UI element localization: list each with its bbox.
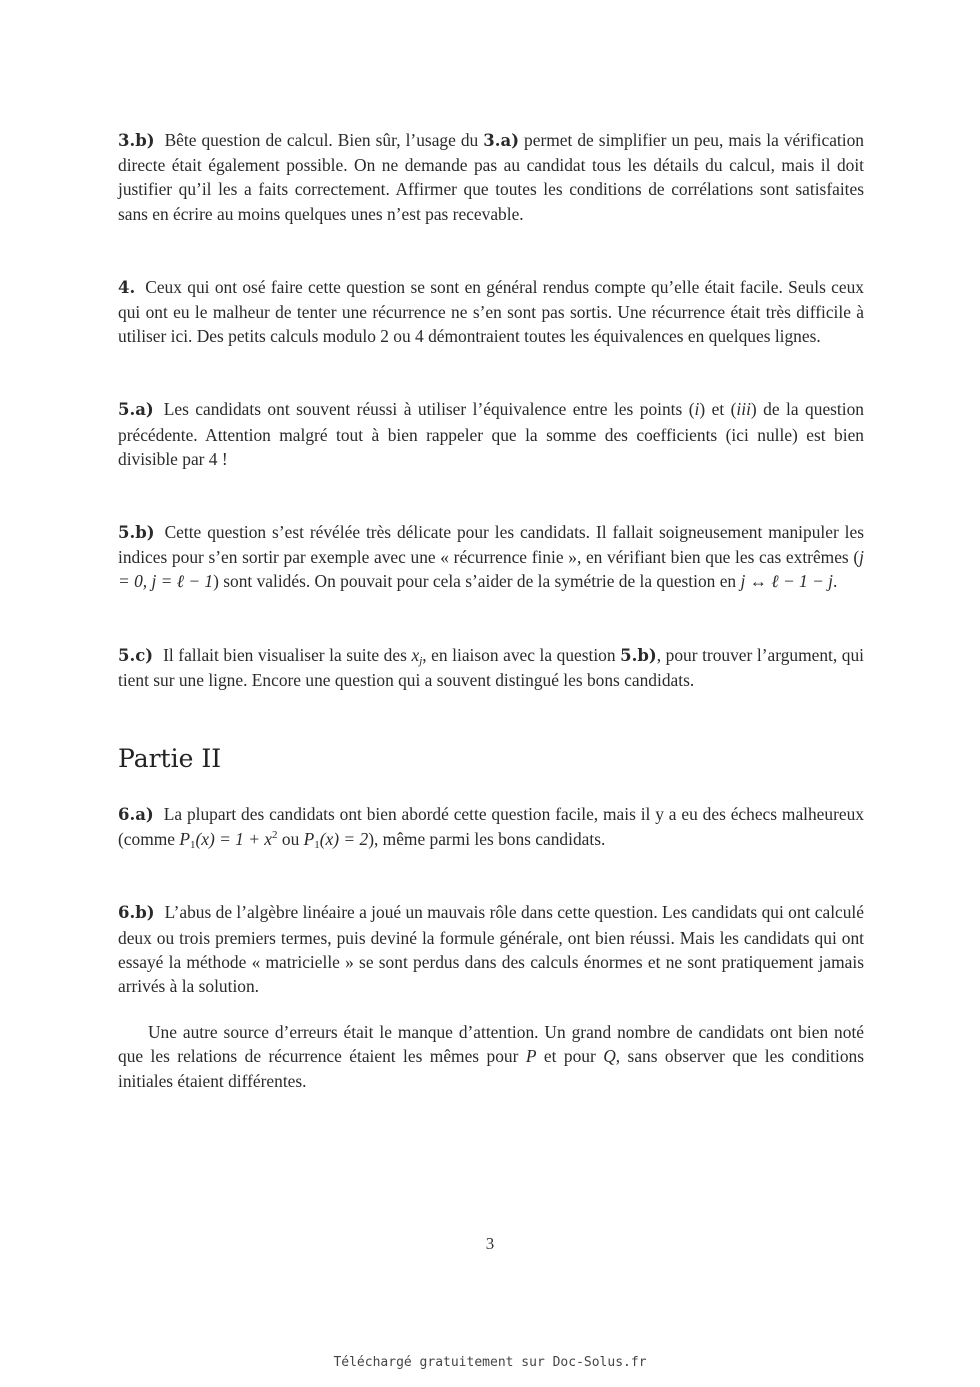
paragraph-3b: 3.b) Bête question de calcul. Bien sûr, l’usage du 3.a) permet de simplifier un peu, mais la vérification directe était également possible. On ne demande pas au candidat tous les détails du calcul, mais il doit justifier qu’il les a faits correctement. Affirmer que toutes les conditions de corrélations sont satisfaites sans en écrire au moins quelques unes n’est pas recevable.: [118, 130, 864, 224]
question-label: 3.b): [118, 131, 155, 150]
section-title: Partie II: [118, 744, 222, 774]
paragraph-5a: 5.a) Les candidats ont souvent réussi à utiliser l’équivalence entre les points (i) et (iii) de la question précédente. Attention malgré tout à bien rappeler que la somme des coefficients (ici nulle) est bien divisible par 4 !: [118, 399, 864, 469]
paragraph-6b-continued: Une autre source d’erreurs était le manque d’attention. Un grand nombre de candidats ont bien noté que les relations de récurrence étaient les mêmes pour P et pour Q, sans observer que les conditions initiales étaient différentes.: [118, 1022, 865, 1091]
question-label: 5.a): [118, 400, 154, 420]
page-number: 3: [485, 1234, 495, 1253]
question-label: 6.a): [118, 805, 154, 825]
question-label: 5.b): [118, 523, 155, 543]
paragraph-5c: 5.c) Il fallait bien visualiser la suite des $x_j$, en liaison avec la question 5.b), pour trouver l’argument, qui tient sur une ligne. Encore une question qui a souvent distingué les bons candidats.: [118, 644, 865, 690]
paragraph-6a: 6.a) La plupart des candidats ont bien abordé cette question facile, mais il y a eu des échecs malheureux (comme $P_1(x) = 1 + x^2$ ou $P_1(x) = 2$), même parmi les bons candidats.: [118, 804, 864, 852]
question-label: 5.c): [118, 645, 154, 665]
question-reference: 5.b): [620, 645, 657, 665]
paragraph-6b: 6.b) L’abus de l’algèbre linéaire a joué un mauvais rôle dans cette question. Les candidats qui ont calculé deux ou trois premiers termes, puis deviné la formule générale, ont bien réussi. Mais les candidats qui ont essayé la méthode « matricielle » se sont perdus dans des calculs énormes et ne sont pratiquement jamais arrivés à la solution.: [118, 902, 864, 997]
page-content: [118, 128, 864, 1093]
question-label: 4.: [118, 277, 136, 297]
paragraph-5b: 5.b) Cette question s’est révélée très délicate pour les candidats. Il fallait soigneusement manipuler les indices pour s’en sortir par exemple avec une « récurrence finie », en vérifiant bien que les cas extrêmes (j = 0, j = ℓ − 1) sont validés. On pouvait pour cela s’aider de la symétrie de la question en j ↔ ℓ − 1 − j.: [118, 522, 864, 592]
footer-watermark: Téléchargé gratuitement sur Doc-Solus.fr: [333, 1355, 647, 1370]
paragraph-4: 4. Ceux qui ont osé faire cette question se sont en général rendus compte qu’elle était facile. Seuls ceux qui ont eu le malheur de tenter une récurrence ne s’en sont pas sortis. Une récurrence était très difficile à utiliser ici. Des petits calculs modulo 2 ou 4 démontraient toutes les équivalences en quelques lignes.: [118, 276, 864, 347]
question-label: 6.b): [118, 903, 155, 923]
question-reference: 3.a): [483, 131, 520, 150]
